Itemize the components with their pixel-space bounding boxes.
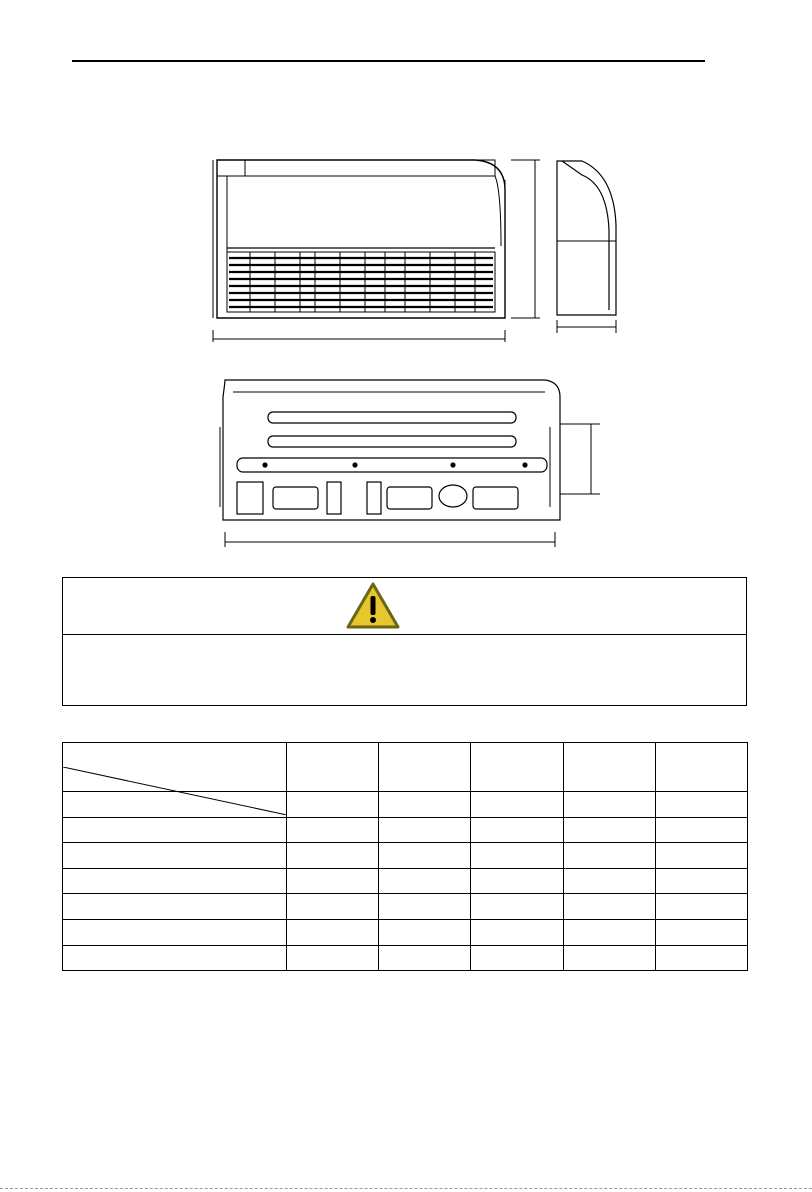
table-cell [63,919,287,945]
spec-table [62,742,748,971]
table-cell [63,894,287,920]
table-header-cell [379,743,471,792]
side-view-drawing [552,155,622,345]
table-cell [287,868,379,894]
rear-view-drawing [215,372,610,552]
table-cell [63,817,287,843]
warning-box [62,577,747,706]
table-cell [563,945,655,971]
table-cell [563,817,655,843]
table-cell [471,919,563,945]
table-row [63,843,748,869]
table-cell [471,945,563,971]
table-cell [471,817,563,843]
table-cell [379,894,471,920]
table-header-cell [563,743,655,792]
table-cell [287,894,379,920]
header-rule [72,60,705,62]
table-cell [563,868,655,894]
table-cell [379,945,471,971]
table-corner-cell [63,743,287,792]
table-cell [63,945,287,971]
table-cell [563,919,655,945]
table-row [63,817,748,843]
front-view-drawing [205,150,550,350]
table-header-cell [287,743,379,792]
table-cell [63,843,287,869]
table-cell [655,945,747,971]
table-header-row [63,743,748,792]
table-cell [655,919,747,945]
table-cell [379,792,471,818]
table-header-cell [655,743,747,792]
table-cell [655,868,747,894]
page-bottom-edge [0,1188,812,1189]
table-cell [287,945,379,971]
table-row [63,919,748,945]
table-cell [287,817,379,843]
table-cell [563,894,655,920]
table-cell [655,792,747,818]
table-cell [563,792,655,818]
table-cell [471,843,563,869]
table-header-cell [471,743,563,792]
table-cell [287,792,379,818]
table-cell [471,894,563,920]
table-cell [471,792,563,818]
warning-header [63,578,746,635]
table-row [63,945,748,971]
table-row [63,894,748,920]
table-cell [655,843,747,869]
table-cell [655,817,747,843]
table-cell [379,868,471,894]
table-row [63,868,748,894]
warning-text [63,635,746,651]
table-cell [63,868,287,894]
table-cell [563,843,655,869]
table-cell [379,843,471,869]
table-cell [379,817,471,843]
table-cell [379,919,471,945]
table-cell [287,919,379,945]
table-cell [287,843,379,869]
table-cell [471,868,563,894]
table-cell [655,894,747,920]
warning-triangle-icon [345,581,401,636]
